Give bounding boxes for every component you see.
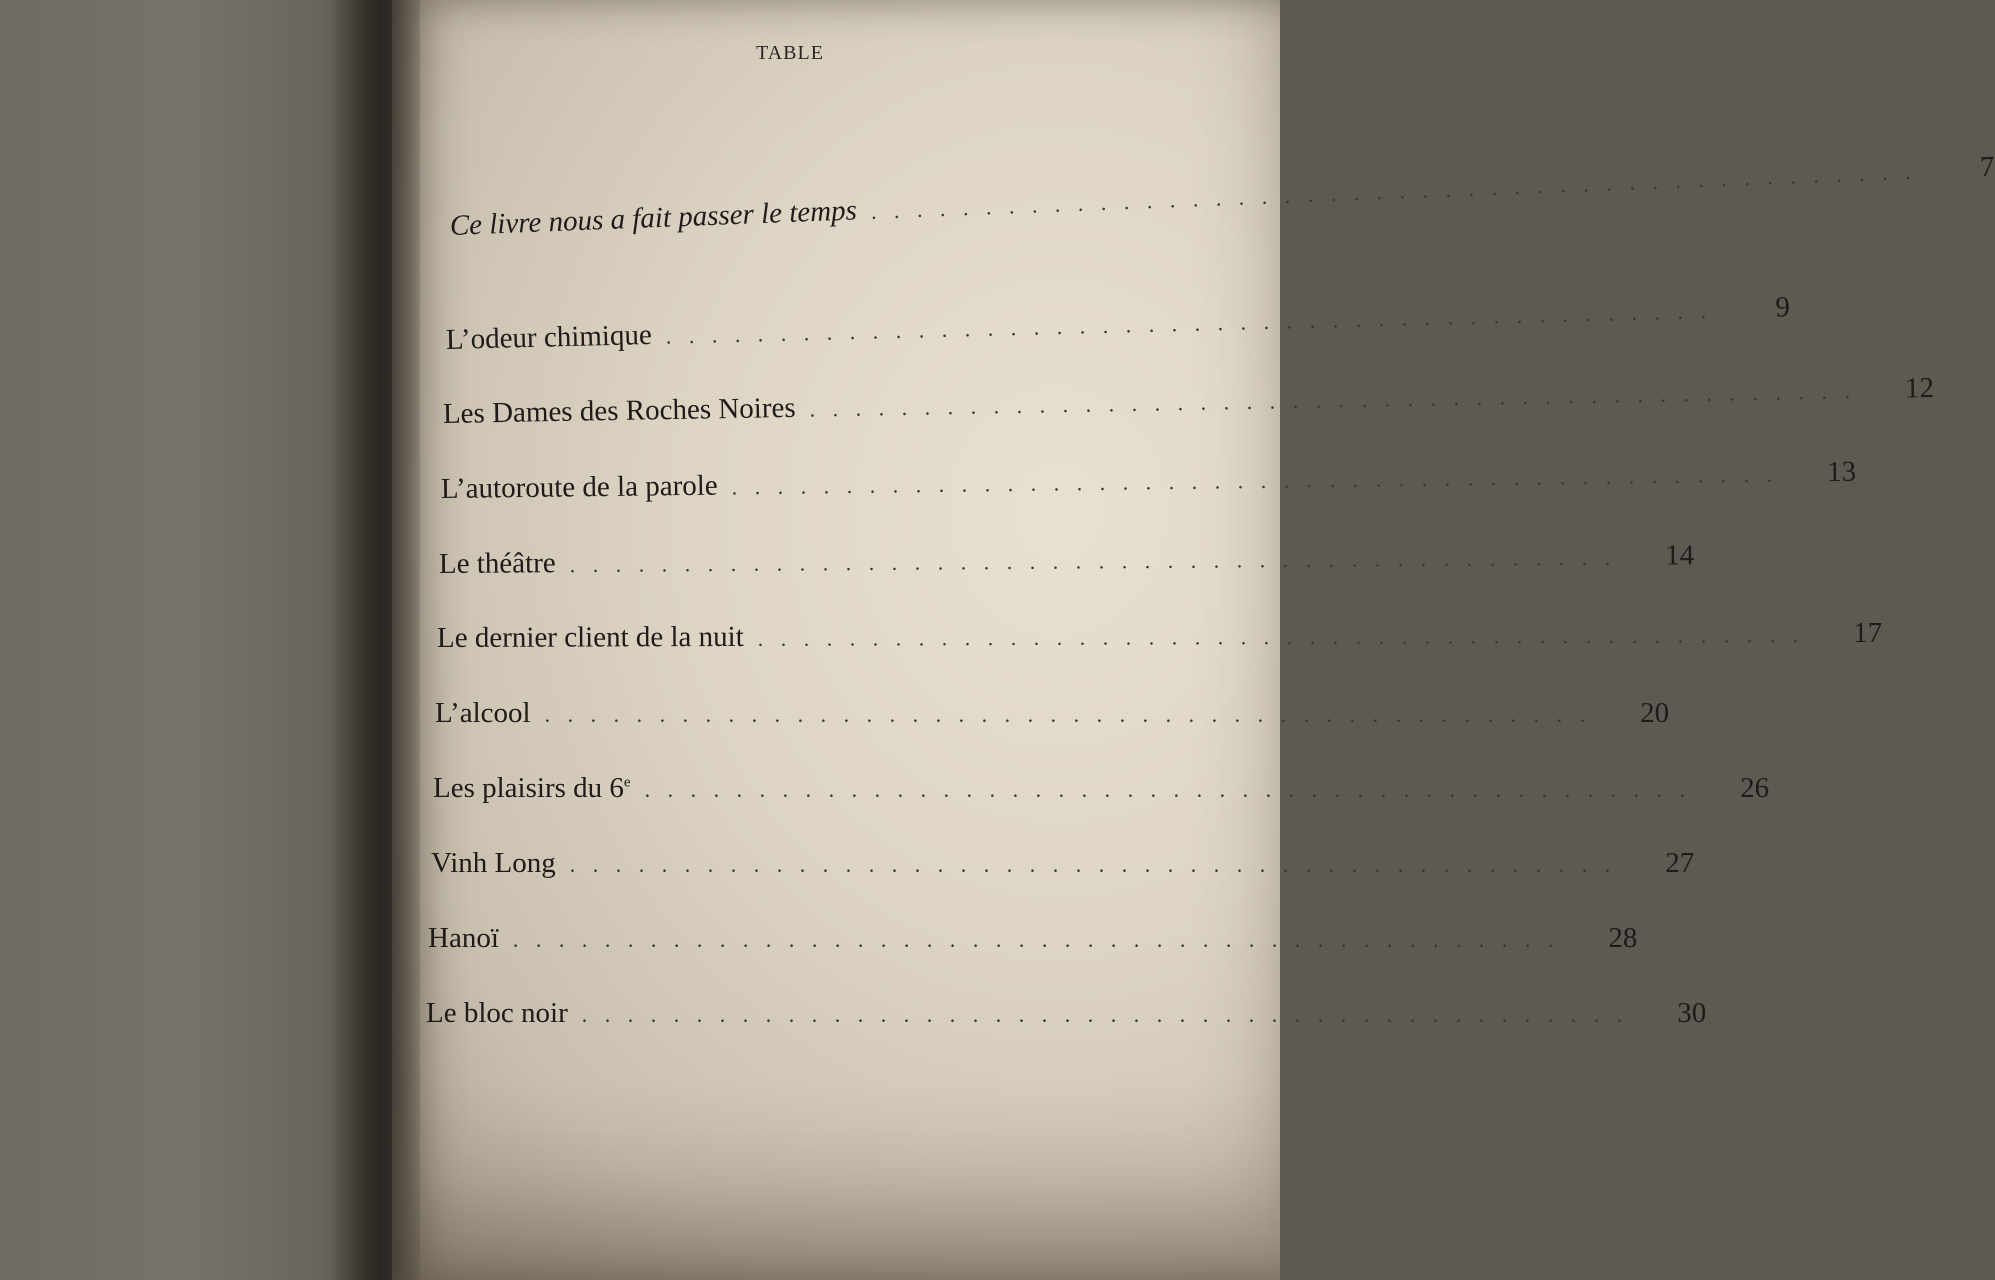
- toc-entry-title: Le dernier client de la nuit: [436, 620, 744, 654]
- toc-entry-page: 7: [1979, 150, 1995, 184]
- toc-leader-dots: . . . . . . . . . . . . . . . . . . . . . . . . . . . . . . . . . . . . . . . . . . . . . .: [569, 852, 1617, 877]
- toc-leader-dots: . . . . . . . . . . . . . . . . . . . . . . . . . . . . . . . . . . . . . . . . . . . . . .: [569, 544, 1617, 578]
- toc-entry-title: Les Dames des Roches Noires: [442, 391, 796, 430]
- toc-entry-title: [433, 772, 645, 805]
- toc-leader-dots: . . . . . . . . . . . . . . . . . . . . . . . . . . . . . . . . . . . . . . . . . . . . . .: [581, 1002, 1629, 1027]
- toc-entry-page: 20: [1640, 697, 1670, 729]
- toc-entry: [442, 371, 1935, 438]
- toc-entry-page: 30: [1677, 997, 1707, 1029]
- toc-entry-title: L’alcool: [435, 697, 531, 729]
- toc-entry: [449, 150, 1995, 250]
- toc-entry-title-text: Les plaisirs du 6: [433, 772, 624, 804]
- toc-entry-page: 12: [1904, 371, 1935, 405]
- toc-entry-title: Le théâtre: [438, 547, 556, 580]
- toc-leader-dots: . . . . . . . . . . . . . . . . . . . . . . . . . . . . . . . . . . . . . . . . . . . . . .: [757, 622, 1805, 651]
- table-heading: TABLE: [756, 42, 824, 64]
- toc-entry: [435, 697, 1670, 737]
- toc-entry-title: Ce livre nous a fait passer le temps: [449, 194, 858, 242]
- toc-entry-title: L’autoroute de la parole: [440, 469, 718, 505]
- toc-entry: [445, 291, 1791, 364]
- toc-entry: [440, 455, 1857, 513]
- toc-leader-dots: . . . . . . . . . . . . . . . . . . . . . . . . . . . . . . . . . . . . . . . . . . . . . .: [731, 461, 1779, 500]
- toc-leader-dots: . . . . . . . . . . . . . . . . . . . . . . . . . . . . . . . . . . . . . . . . . . . . . .: [644, 777, 1692, 802]
- toc-entry-page: 13: [1826, 455, 1857, 489]
- toc-leader-dots: . . . . . . . . . . . . . . . . . . . . . . . . . . . . . . . . . . . . . . . . . . . . . .: [665, 298, 1713, 349]
- toc-leader-dots: . . . . . . . . . . . . . . . . . . . . . . . . . . . . . . . . . . . . . . . . . . . . . .: [544, 702, 1592, 727]
- toc-leader-dots: . . . . . . . . . . . . . . . . . . . . . . . . . . . . . . . . . . . . . . . . . . . . . .: [512, 927, 1560, 952]
- toc-entry: [438, 539, 1695, 588]
- toc-entry: [426, 997, 1707, 1037]
- toc-entry-page: 14: [1665, 539, 1695, 572]
- toc-entry-title: Hanoï: [428, 922, 499, 954]
- toc-entry-page: 9: [1775, 291, 1791, 324]
- toc-entry: [428, 922, 1638, 962]
- toc-entry-page: 28: [1608, 922, 1638, 954]
- toc-entry-page: 26: [1740, 772, 1770, 804]
- toc-entry-page: 27: [1665, 847, 1695, 879]
- toc-entry-title: Vinh Long: [431, 847, 556, 879]
- toc-entry: [431, 847, 1695, 887]
- toc-entry-title: Le bloc noir: [426, 997, 568, 1029]
- toc-entry-title: L’odeur chimique: [445, 318, 653, 356]
- toc-leader-dots: . . . . . . . . . . . . . . . . . . . . . . . . . . . . . . . . . . . . . . . . . . . . . .: [870, 158, 1918, 224]
- toc-entry-page: 17: [1853, 616, 1883, 650]
- toc-leader-dots: . . . . . . . . . . . . . . . . . . . . . . . . . . . . . . . . . . . . . . . . . . . . . .: [809, 378, 1857, 422]
- ordinal-superscript: e: [623, 774, 631, 791]
- toc-entry: [433, 772, 1770, 812]
- toc-entry: [436, 616, 1883, 662]
